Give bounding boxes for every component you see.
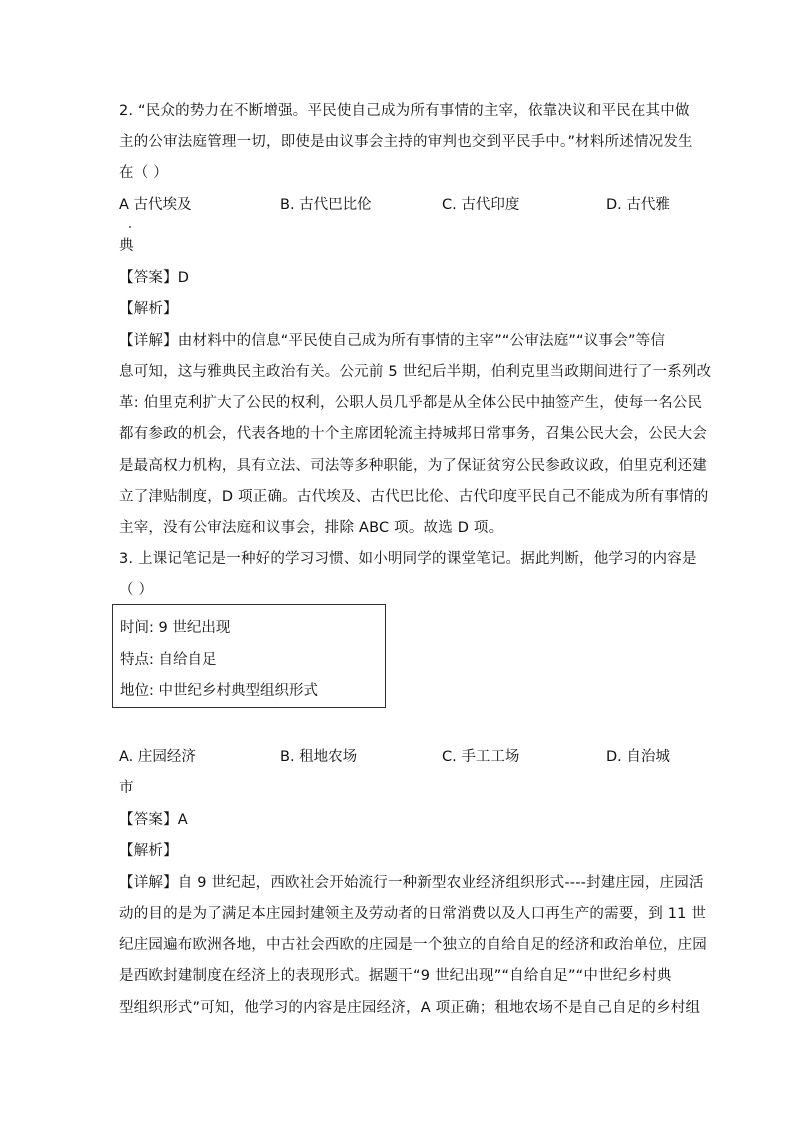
q2-analysis-line-3: 革: 伯里克利扩大了公民的权利，公职人员几乎都是从全体公民中抽签产生，使每一名公民 [119, 395, 703, 411]
q3-answer: 【答案】A [119, 812, 188, 828]
q2-option-b: B. 古代巴比伦 [280, 197, 372, 213]
q2-options [119, 195, 679, 215]
q3-options [119, 747, 679, 767]
q3-option-a: A. 庄园经济 [119, 749, 196, 765]
notes-time: 时间: 9 世纪出现 [120, 620, 231, 636]
q3-analysis-line-4: 是西欧封建制度在经济上的表现形式。据题干“9 世纪出现”“自给自足”“中世纪乡村典 [119, 968, 672, 984]
class-notes-box [112, 604, 386, 708]
q2-analysis-line-5: 是最高权力机构，具有立法、司法等多种职能，为了保证贫穷公民参政议政，伯里克利还建 [119, 458, 707, 474]
q3-analysis-line-5: 型组织形式”可知，他学习的内容是庄园经济，A 项正确；租地农场不是自己自足的乡村组 [119, 1000, 701, 1016]
q3-option-wrap: 市 [119, 780, 134, 796]
q3-option-c: C. 手工工场 [442, 749, 520, 765]
q3-option-b: B. 租地农场 [280, 749, 358, 765]
q2-analysis-line-7: 主宰，没有公审法庭和议事会，排除 ABC 项。故选 D 项。 [119, 520, 504, 536]
q2-option-c: C. 古代印度 [442, 197, 520, 213]
q2-stem-line-1: 2. “民众的势力在不断增强。平民使自己成为所有事情的主宰，依靠决议和平民在其中做 [119, 103, 690, 119]
notes-status: 地位: 中世纪乡村典型组织形式 [120, 683, 318, 699]
q3-stem-line-1: 3. 上课记笔记是一种好的学习习惯、如小明同学的课堂笔记。据此判断，他学习的内容是 [119, 551, 697, 567]
q3-analysis-line-2: 动的目的是为了满足本庄园封建领主及劳动者的日常消费以及人口再生产的需要，到 11 世 [119, 906, 707, 922]
decorative-dot [129, 226, 131, 228]
q2-analysis-line-4: 都有参政的机会，代表各地的十个主席团轮流主持城邦日常事务，召集公民大会，公民大会 [119, 426, 707, 442]
q2-option-a: A 古代埃及 [119, 197, 192, 213]
q3-stem-line-2: （ ） [119, 582, 154, 598]
q2-analysis-line-2: 息可知，这与雅典民主政治有关。公元前 5 世纪后半期，伯利克里当政期间进行了一系列改 [119, 364, 712, 380]
q3-analysis-line-1: 【详解】自 9 世纪起，西欧社会开始流行一种新型农业经济组织形式----封建庄园，庄园活 [119, 875, 704, 891]
q3-analysis-line-3: 纪庄园遍布欧洲各地，中古社会西欧的庄园是一个独立的自给自足的经济和政治单位，庄园 [119, 937, 707, 953]
q2-stem-line-2: 主的公审法庭管理一切，即使是由议事会主持的审判也交到平民手中。”材料所述情况发生 [119, 134, 693, 150]
q3-option-d: D. 自治城 [606, 749, 670, 765]
q2-option-d: D. 古代雅 [606, 197, 670, 213]
q2-analysis-heading: 【解析】 [119, 301, 178, 317]
notes-feature: 特点: 自给自足 [120, 652, 217, 668]
q2-analysis-line-6: 立了津贴制度，D 项正确。古代埃及、古代巴比伦、古代印度平民自己不能成为所有事情的 [119, 489, 709, 505]
q2-answer: 【答案】D [119, 270, 190, 286]
q2-analysis-line-1: 【详解】由材料中的信息“平民使自己成为所有事情的主宰”“公审法庭”“议事会”等信 [119, 333, 666, 349]
q3-analysis-heading: 【解析】 [119, 843, 178, 859]
q2-option-wrap: 典 [119, 238, 134, 254]
q2-stem-line-3: 在（ ） [119, 165, 168, 181]
